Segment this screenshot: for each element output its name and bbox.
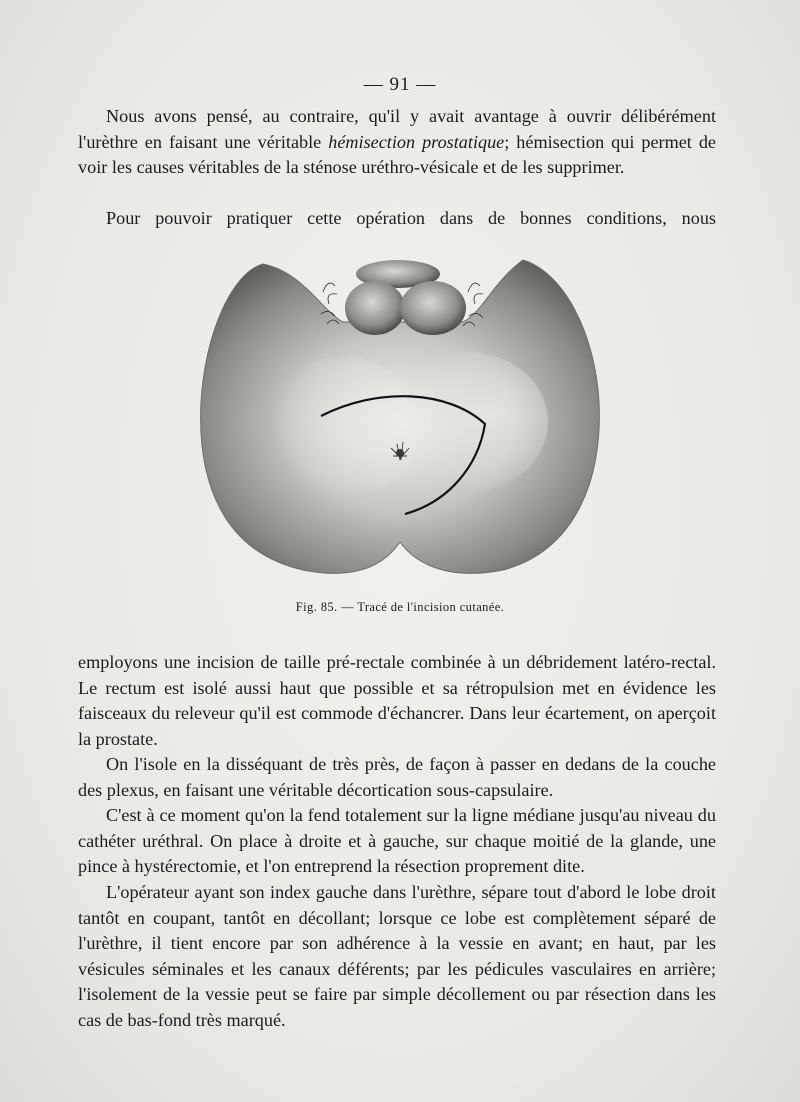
paragraph-6: L'opérateur ayant son index gauche dans l'urèthre, sépare tout d'abord le lobe droit tantôt en coupant, tantôt en décollant; lorsque ce lobe est complètement séparé de l'urèthre, il tient encore par son adhérence à la vessie en avant; en haut, par les vésicules séminales et les canaux déférents; par les pédicules vasculaires en arrière; l'isolement de la vessie peut se faire par simple décollement ou par résection dans les cas de bas-fond très marqué.: [78, 882, 716, 1030]
paragraph-3: employons une incision de taille pré-rectale combinée à un débridement latéro-rectal. Le rectum est isolé aussi haut que possible et sa rétropulsion met en évidence les faisceaux du releveur qu'il est commode d'échancrer. Dans leur écartement, on aperçoit la prostate.: [78, 652, 716, 749]
page-number: — 91 —: [363, 74, 437, 95]
anatomical-figure: [193, 252, 607, 582]
scrotum-right: [400, 281, 466, 335]
paragraph-4: On l'isole en la disséquant de très près, de façon à passer en dedans de la couche des plexus, en faisant une véritable décortication sous-capsulaire.: [78, 754, 716, 800]
paragraph-5: C'est à ce moment qu'on la fend totalement sur la ligne médiane jusqu'au niveau du cathéter uréthral. On place à droite et à gauche, sur chaque moitié de la glande, une pince à hystérectomie, et l'on entreprend la résection proprement dite.: [78, 805, 716, 877]
scrotum-left: [345, 281, 405, 335]
paragraph-1-emphasis: hémisection prostatique: [328, 131, 505, 152]
paragraph-1: [78, 104, 716, 181]
paragraph-1-start: Nous avons pensé, au contraire, qu'il y avait avantage à ouvrir délibérément l'urèthre en faisant une véritable: [78, 106, 716, 152]
figure-caption: Fig. 85. — Tracé de l'incision cutanée.: [295, 600, 505, 614]
paragraph-2: Pour pouvoir pratiquer cette opération dans de bonnes conditions, nous: [106, 208, 716, 228]
paragraph-1-end: ; hémisection qui permet de voir les causes véritables de la sténose uréthro-vésicale et de les supprimer.: [78, 131, 716, 178]
